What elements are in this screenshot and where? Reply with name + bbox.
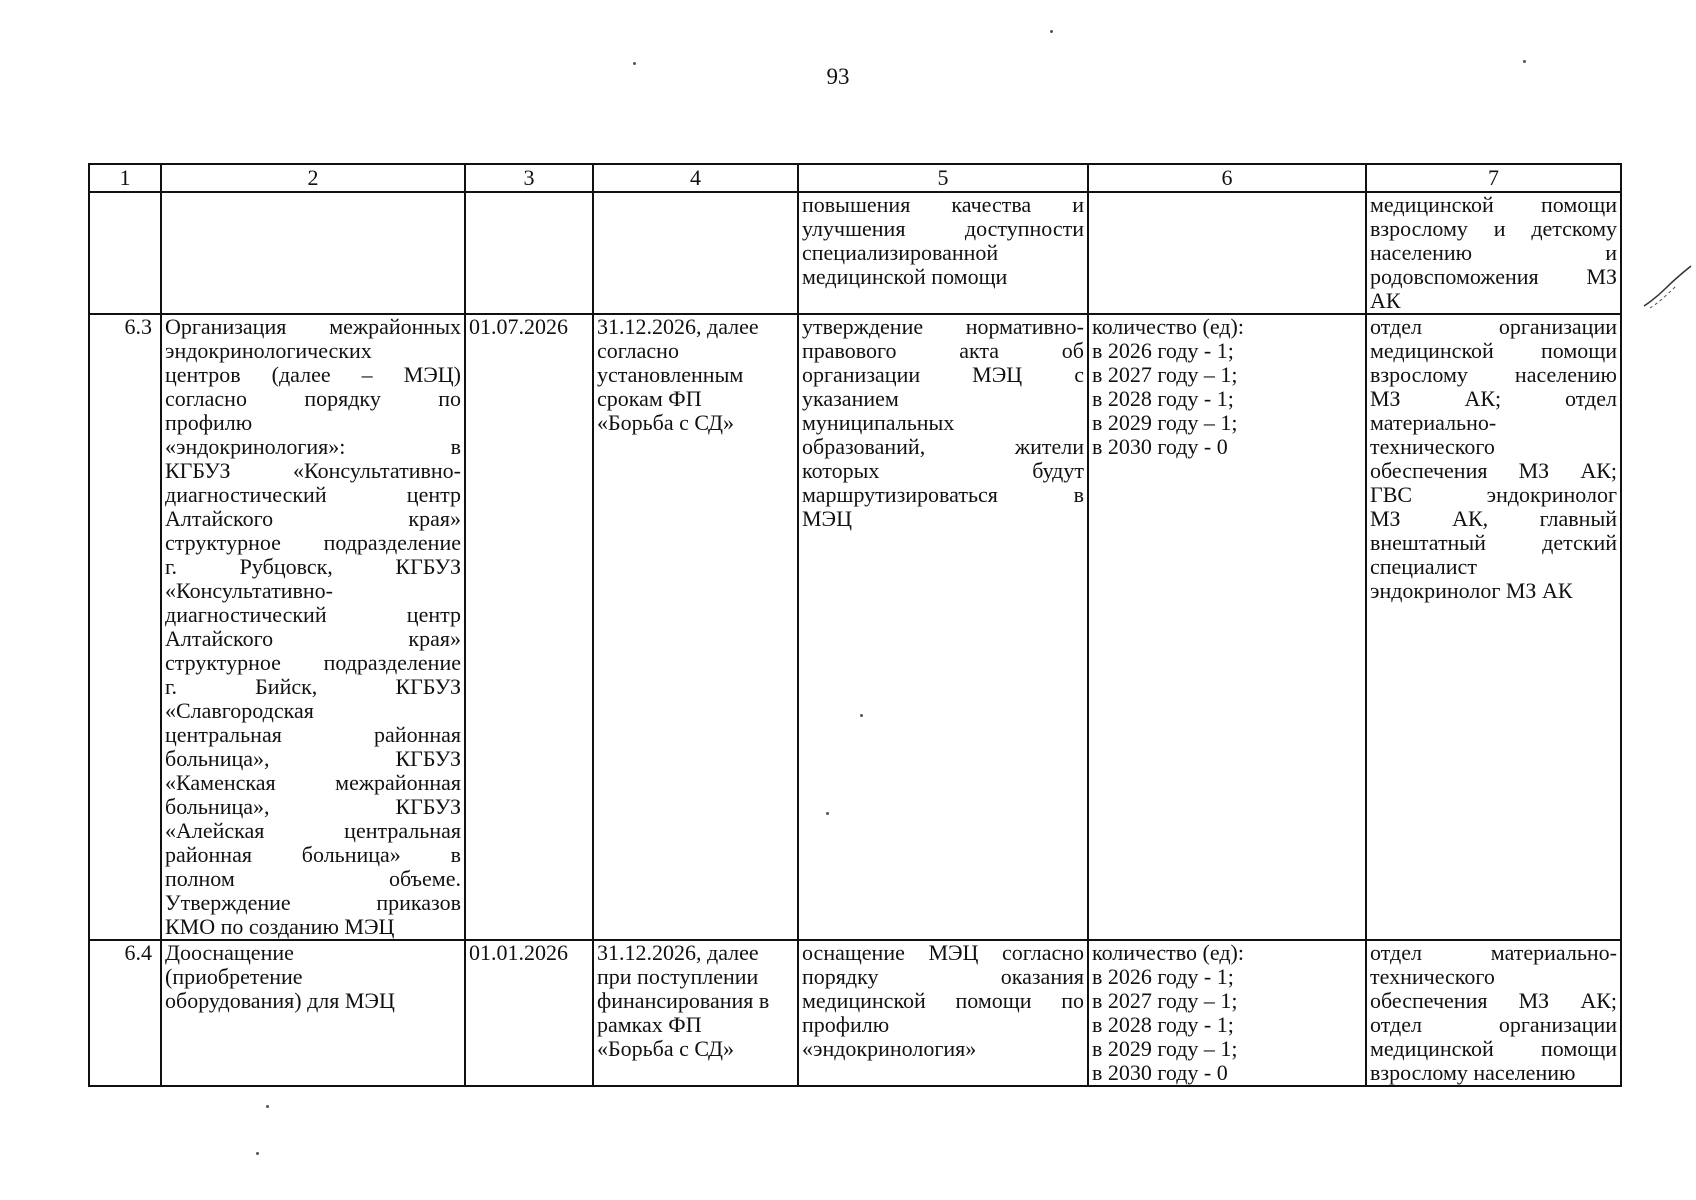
text-line: диагностический центр bbox=[165, 482, 461, 507]
text-line: взрослому населению bbox=[1370, 1060, 1576, 1085]
column-header-3: 3 bbox=[465, 164, 593, 192]
text-line: технического bbox=[1370, 964, 1495, 989]
text-line: установленным bbox=[597, 362, 744, 387]
text-line: взрослому и детскому bbox=[1370, 216, 1617, 241]
plan-table bbox=[88, 163, 1622, 1087]
text-line: (приобретение bbox=[165, 964, 303, 989]
cell-activity bbox=[161, 940, 465, 1086]
text-line: в 2027 году – 1; bbox=[1092, 988, 1238, 1013]
text-line: «эндокринология»: в bbox=[165, 434, 461, 459]
text-line: 31.12.2026, далее bbox=[597, 314, 759, 339]
text-line: материально- bbox=[1370, 410, 1497, 435]
text-line: АК bbox=[1370, 288, 1401, 313]
text-line: Алтайского края» bbox=[165, 626, 461, 651]
scan-speck bbox=[633, 62, 636, 65]
text-line: полном объеме. bbox=[165, 866, 461, 891]
text-line: взрослому населению bbox=[1370, 362, 1617, 387]
text-line: медицинской помощи по bbox=[802, 988, 1084, 1013]
text-line: Дооснащение bbox=[165, 940, 294, 965]
text-line: специалист bbox=[1370, 554, 1477, 579]
text-line: КМО по созданию МЭЦ bbox=[165, 914, 395, 939]
column-header-6: 6 bbox=[1088, 164, 1366, 192]
cell-indicator bbox=[1088, 192, 1366, 314]
text-line: МЭЦ bbox=[802, 506, 852, 531]
text-line: отдел материально- bbox=[1370, 940, 1617, 965]
cell-responsible bbox=[1366, 314, 1621, 940]
text-line: организации МЭЦ с bbox=[802, 362, 1084, 387]
text-line: «Борьба с СД» bbox=[597, 410, 734, 435]
cell-responsible bbox=[1366, 940, 1621, 1086]
text-line: медицинской помощи bbox=[1370, 192, 1617, 217]
text-line: «Борьба с СД» bbox=[597, 1036, 734, 1061]
cell-start-date: 01.01.2026 bbox=[465, 940, 593, 1086]
text-line: которых будут bbox=[802, 458, 1084, 483]
text-line: районная больница» в bbox=[165, 842, 461, 867]
text-line: Утверждение приказов bbox=[165, 890, 461, 915]
text-line: родовспоможения МЗ bbox=[1370, 264, 1617, 289]
text-line: в 2027 году – 1; bbox=[1092, 362, 1238, 387]
text-line: медицинской помощи bbox=[1370, 338, 1617, 363]
text-line: больница», КГБУЗ bbox=[165, 746, 461, 771]
text-line: центров (далее – МЭЦ) bbox=[165, 362, 461, 387]
text-line: отдел организации bbox=[1370, 314, 1617, 339]
text-line: населению и bbox=[1370, 240, 1617, 265]
text-line: профилю bbox=[802, 1012, 890, 1037]
scan-speck bbox=[860, 714, 863, 717]
text-line: МЗ АК; отдел bbox=[1370, 386, 1617, 411]
cell-activity bbox=[161, 192, 465, 314]
text-line: профилю bbox=[165, 410, 253, 435]
text-line: улучшения доступности bbox=[802, 216, 1084, 241]
column-header-7: 7 bbox=[1366, 164, 1621, 192]
text-line: указанием bbox=[802, 386, 899, 411]
text-line: отдел организации bbox=[1370, 1012, 1617, 1037]
cell-start-date: 01.07.2026 bbox=[465, 314, 593, 940]
text-line: рамках ФП bbox=[597, 1012, 702, 1037]
text-line: в 2026 году - 1; bbox=[1092, 338, 1234, 363]
text-line: в 2029 году – 1; bbox=[1092, 1036, 1238, 1061]
text-line: «Алейская центральная bbox=[165, 818, 461, 843]
scan-speck bbox=[1523, 60, 1526, 63]
text-line: образований, жители bbox=[802, 434, 1084, 459]
scan-speck bbox=[1050, 30, 1053, 33]
text-line: «Консультативно- bbox=[165, 578, 333, 603]
text-line: порядку оказания bbox=[802, 964, 1084, 989]
text-line: структурное подразделение bbox=[165, 530, 461, 555]
text-line: количество (ед): bbox=[1092, 314, 1244, 339]
text-line: утверждение нормативно- bbox=[802, 314, 1084, 339]
text-line: г. Рубцовск, КГБУЗ bbox=[165, 554, 461, 579]
cell-indicator bbox=[1088, 314, 1366, 940]
text-line: внештатный детский bbox=[1370, 530, 1617, 555]
cell-number: 6.3 bbox=[89, 314, 161, 940]
cell-end-date bbox=[593, 192, 798, 314]
text-line: в 2028 году - 1; bbox=[1092, 386, 1234, 411]
text-line: «Каменская межрайонная bbox=[165, 770, 461, 795]
scan-speck bbox=[256, 1152, 259, 1155]
margin-scribble bbox=[1636, 258, 1696, 318]
cell-result bbox=[798, 192, 1088, 314]
text-line: финансирования в bbox=[597, 988, 770, 1013]
text-line: согласно порядку по bbox=[165, 386, 461, 411]
text-line: Алтайского края» bbox=[165, 506, 461, 531]
table-row bbox=[89, 940, 1621, 1086]
cell-result bbox=[798, 314, 1088, 940]
scan-speck bbox=[266, 1105, 269, 1108]
text-line: МЗ АК, главный bbox=[1370, 506, 1617, 531]
table-row bbox=[89, 192, 1621, 314]
text-line: ГВС эндокринолог bbox=[1370, 482, 1617, 507]
cell-indicator bbox=[1088, 940, 1366, 1086]
cell-end-date bbox=[593, 940, 798, 1086]
text-line: при поступлении bbox=[597, 964, 759, 989]
text-line: эндокринологических bbox=[165, 338, 372, 363]
text-line: медицинской помощи bbox=[802, 264, 1008, 289]
cell-start-date bbox=[465, 192, 593, 314]
header-row bbox=[89, 164, 1621, 192]
text-line: в 2029 году – 1; bbox=[1092, 410, 1238, 435]
column-header-5: 5 bbox=[798, 164, 1088, 192]
text-line: 31.12.2026, далее bbox=[597, 940, 759, 965]
text-line: КГБУЗ «Консультативно- bbox=[165, 458, 461, 483]
text-line: в 2026 году - 1; bbox=[1092, 964, 1234, 989]
page-number: 93 bbox=[826, 64, 850, 89]
cell-responsible bbox=[1366, 192, 1621, 314]
table-row bbox=[89, 314, 1621, 940]
text-line: оснащение МЭЦ согласно bbox=[802, 940, 1084, 965]
text-line: в 2030 году - 0 bbox=[1092, 1060, 1228, 1085]
cell-result bbox=[798, 940, 1088, 1086]
scan-speck bbox=[826, 812, 829, 815]
text-line: больница», КГБУЗ bbox=[165, 794, 461, 819]
text-line: медицинской помощи bbox=[1370, 1036, 1617, 1061]
column-header-1: 1 bbox=[89, 164, 161, 192]
cell-activity bbox=[161, 314, 465, 940]
text-line: г. Бийск, КГБУЗ bbox=[165, 674, 461, 699]
text-line: диагностический центр bbox=[165, 602, 461, 627]
text-line: маршрутизироваться в bbox=[802, 482, 1084, 507]
text-line: в 2028 году - 1; bbox=[1092, 1012, 1234, 1037]
text-line: правового акта об bbox=[802, 338, 1084, 363]
text-line: повышения качества и bbox=[802, 192, 1084, 217]
text-line: количество (ед): bbox=[1092, 940, 1244, 965]
text-line: в 2030 году - 0 bbox=[1092, 434, 1228, 459]
cell-end-date bbox=[593, 314, 798, 940]
text-line: «Славгородская bbox=[165, 698, 314, 723]
text-line: специализированной bbox=[802, 240, 999, 265]
text-line: структурное подразделение bbox=[165, 650, 461, 675]
text-line: обеспечения МЗ АК; bbox=[1370, 988, 1617, 1013]
text-line: технического bbox=[1370, 434, 1495, 459]
text-line: эндокринолог МЗ АК bbox=[1370, 578, 1573, 603]
text-line: центральная районная bbox=[165, 722, 461, 747]
cell-number bbox=[89, 192, 161, 314]
text-line: обеспечения МЗ АК; bbox=[1370, 458, 1617, 483]
text-line: срокам ФП bbox=[597, 386, 702, 411]
text-line: Организация межрайонных bbox=[165, 314, 461, 339]
column-header-2: 2 bbox=[161, 164, 465, 192]
text-line: «эндокринология» bbox=[802, 1036, 977, 1061]
cell-number: 6.4 bbox=[89, 940, 161, 1086]
column-header-4: 4 bbox=[593, 164, 798, 192]
text-line: муниципальных bbox=[802, 410, 955, 435]
text-line: оборудования) для МЭЦ bbox=[165, 988, 395, 1013]
text-line: согласно bbox=[597, 338, 679, 363]
